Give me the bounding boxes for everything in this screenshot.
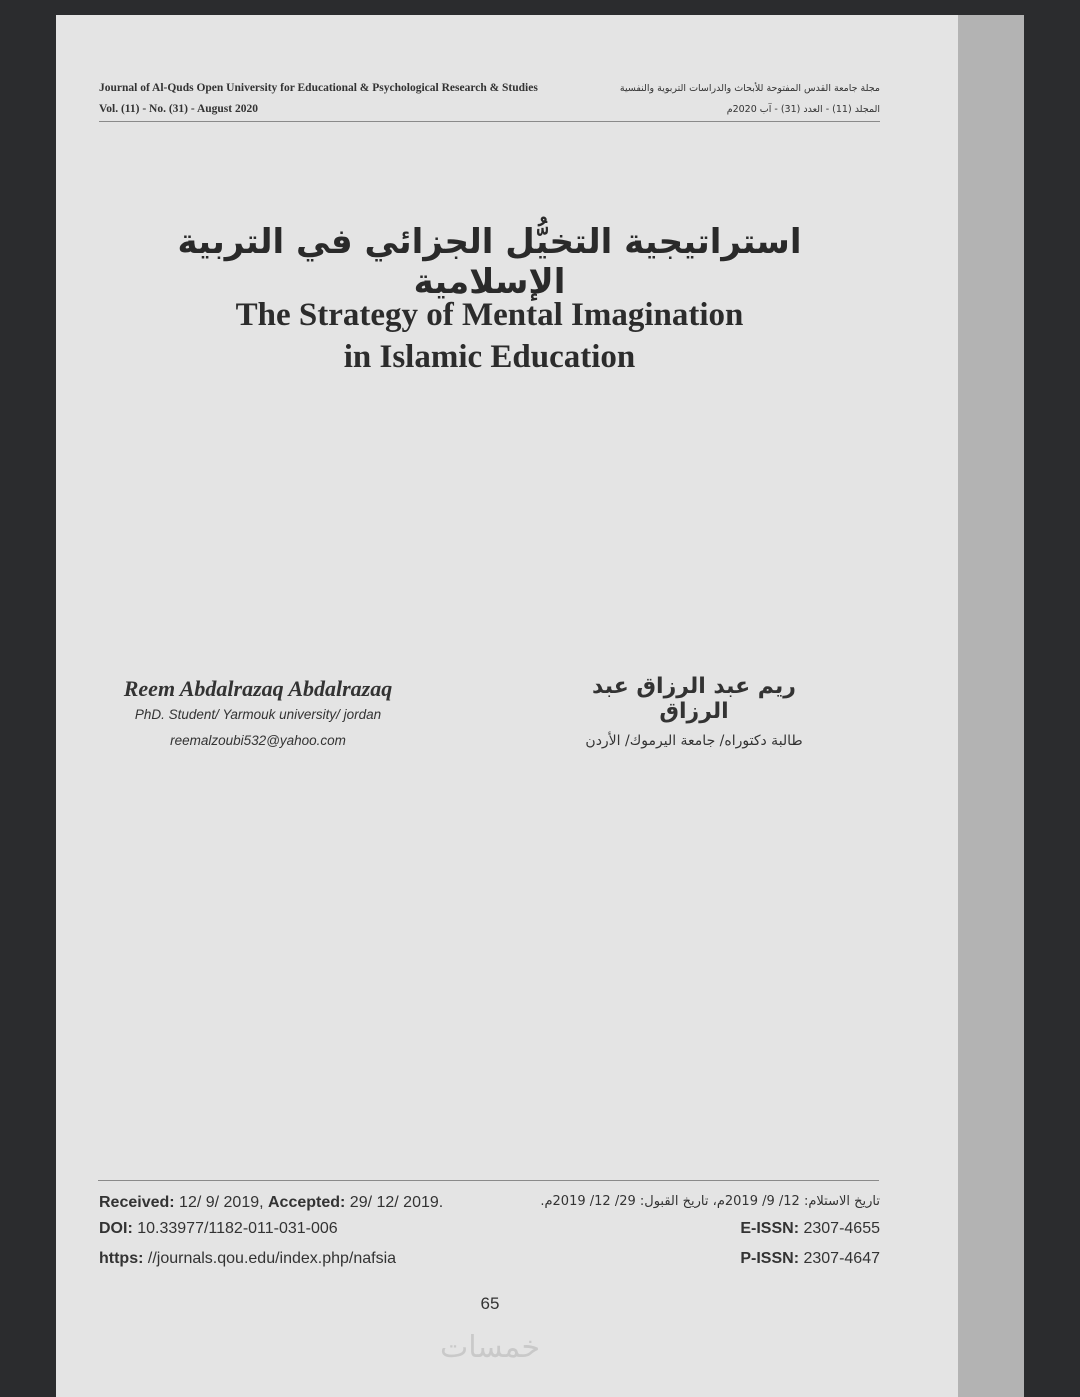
title-arabic: استراتيجية التخيُّل الجزائي في التربية الإسلامية (177, 222, 802, 302)
author-email: reemalzoubi532@yahoo.com (170, 733, 346, 748)
journal-header (99, 82, 880, 122)
title-english (99, 294, 880, 378)
accepted-label: Accepted: (268, 1194, 346, 1211)
dates-en (99, 1194, 443, 1212)
volume-info-en: Vol. (11) - No. (31) - August 2020 (99, 103, 258, 115)
author-block-ar (560, 674, 828, 749)
footer-divider (98, 1180, 879, 1181)
title-english-line1: The Strategy of Mental Imagination (235, 297, 744, 333)
eissn (740, 1220, 880, 1238)
header-divider (99, 121, 880, 122)
journal-name-ar: مجلة جامعة القدس المفتوحة للأبحاث والدراسات التربوية والنفسية (619, 83, 880, 94)
title-english-line2: in Islamic Education (343, 339, 636, 375)
pissn (740, 1250, 880, 1268)
journal-url[interactable] (99, 1250, 396, 1268)
volume-info-ar: المجلد (11) - العدد (31) - آب 2020م (726, 104, 880, 115)
author-affiliation-en: PhD. Student/ Yarmouk university/ jordan (134, 707, 382, 722)
eissn-value: 2307-4655 (799, 1220, 880, 1237)
doi-value: 10.33977/1182-011-031-006 (132, 1220, 338, 1237)
https-label: https: (99, 1250, 144, 1267)
doi-label: DOI: (99, 1220, 133, 1237)
page-edge (958, 15, 1024, 1397)
author-block-en (108, 676, 408, 748)
doi (99, 1220, 338, 1238)
received-label: Received: (99, 1194, 175, 1211)
url-value: //journals.qou.edu/index.php/nafsia (143, 1250, 397, 1267)
author-affiliation-ar: طالبة دكتوراه/ جامعة اليرموك/ الأردن (585, 733, 803, 749)
accepted-value: 29/ 12/ 2019. (345, 1194, 444, 1211)
author-name-en: Reem Abdalrazaq Abdalrazaq (123, 676, 393, 701)
dates-ar: تاريخ الاستلام: 12/ 9/ 2019م، تاريخ القبول: 29/ 12/ 2019م. (540, 1194, 880, 1209)
page-number: 65 (480, 1294, 500, 1313)
author-name-ar: ريم عبد الرزاق عبد الرزاق (592, 674, 796, 724)
watermark: خمسات (439, 1330, 541, 1365)
pissn-label: P-ISSN: (740, 1250, 800, 1267)
eissn-label: E-ISSN: (740, 1220, 800, 1237)
journal-name-en: Journal of Al-Quds Open University for Educational & Psychological Research & Studies (99, 82, 538, 94)
received-value: 12/ 9/ 2019, (174, 1194, 268, 1211)
pissn-value: 2307-4647 (799, 1250, 880, 1267)
